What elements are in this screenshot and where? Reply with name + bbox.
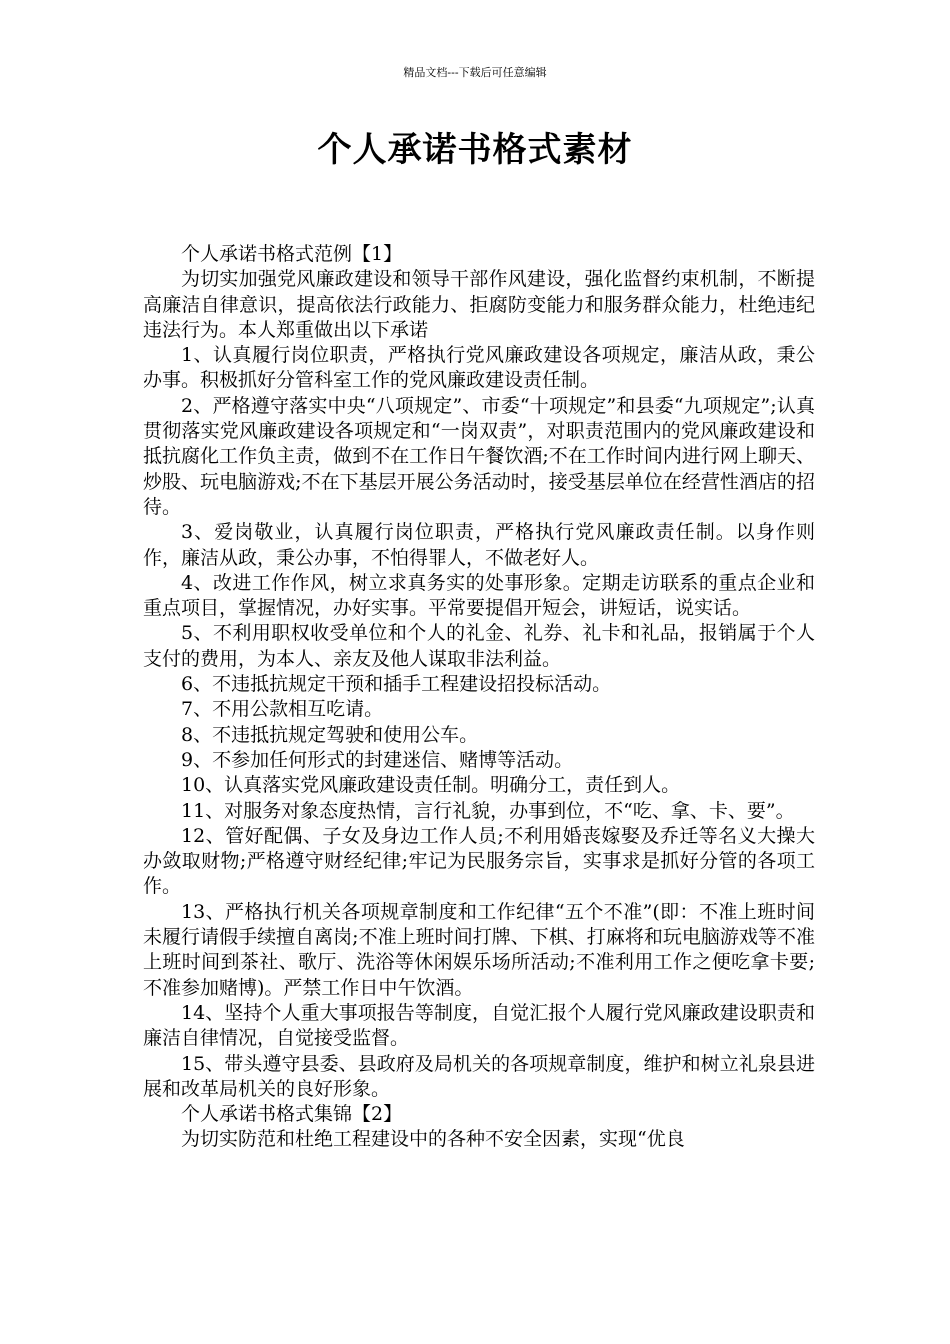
commitment-item-1: 1、认真履行岗位职责，严格执行党风廉政建设各项规定，廉洁从政，秉公办事。积极抓好分管科室工作的党风廉政建设责任制。 <box>143 344 815 392</box>
section-2-intro: 为切实防范和杜绝工程建设中的各种不安全因素，实现“优良 <box>181 1128 685 1151</box>
commitment-item-11: 11、对服务对象态度热情，言行礼貌，办事到位，不“吃、拿、卡、要”。 <box>181 799 795 822</box>
intro-paragraph: 为切实加强党风廉政建设和领导干部作风建设，强化监督约束机制，不断提高廉洁自律意识，提高依法行政能力、拒腐防变能力和服务群众能力，杜绝违纪违法行为。本人郑重做出以下承诺 <box>143 268 815 341</box>
commitment-item-2: 2、严格遵守落实中央“八项规定”、市委“十项规定”和县委“九项规定”;认真贯彻落实党风廉政建设各项规定和“一岗双责”，对职责范围内的党风廉政建设和抵抗腐化工作负主责，做到不在工作日午餐饮酒;不在工作时间内进行网上聊天、炒股、玩电脑游戏;不在下基层开展公务活动时，接受基层单位在经营性酒店的招待。 <box>143 394 815 518</box>
commitment-item-9: 9、不参加任何形式的封建迷信、赌博等活动。 <box>181 748 574 771</box>
commitment-item-7: 7、不用公款相互吃请。 <box>181 698 384 721</box>
commitment-item-8: 8、不违抵抗规定驾驶和使用公车。 <box>181 723 479 746</box>
commitment-item-4: 4、改进工作作风，树立求真务实的处事形象。定期走访联系的重点企业和重点项目，掌握情况，办好实事。平常要提倡开短会，讲短话，说实话。 <box>143 571 815 620</box>
commitment-item-13: 13、严格执行机关各项规章制度和工作纪律“五个不准”(即：不准上班时间未履行请假手续擅自离岗;不准上班时间打牌、下棋、打麻将和玩电脑游戏等不准上班时间到茶社、歌厅、洗浴等休闲娱乐场所活动;不准利用工作之便吃拿卡要;不准参加赌博)。严禁工作日中午饮酒。 <box>143 900 815 999</box>
section-heading-2: 个人承诺书格式集锦【2】 <box>181 1103 403 1126</box>
header-note: 精品文档---下载后可任意编辑 <box>403 66 547 79</box>
commitment-item-3: 3、爱岗敬业，认真履行岗位职责，严格执行党风廉政责任制。以身作则作，廉洁从政，秉公办事，不怕得罪人，不做老好人。 <box>143 521 815 569</box>
page-title: 个人承诺书格式素材 <box>317 130 633 170</box>
commitment-item-12: 12、管好配偶、子女及身边工作人员;不利用婚丧嫁娶及乔迁等名义大操大办敛取财物;严格遵守财经纪律;牢记为民服务宗旨，实事求是抓好分管的各项工作。 <box>143 824 815 898</box>
commitment-item-15: 15、带头遵守县委、县政府及局机关的各项规章制度，维护和树立礼泉县进展和改革局机关的良好形象。 <box>143 1052 815 1100</box>
commitment-item-14: 14、坚持个人重大事项报告等制度，自觉汇报个人履行党风廉政建设职责和廉洁自律情况，自觉接受监督。 <box>143 1001 815 1050</box>
section-heading-1: 个人承诺书格式范例【1】 <box>181 243 403 265</box>
commitment-item-6: 6、不违抵抗规定干预和插手工程建设招投标活动。 <box>181 673 612 696</box>
commitment-item-5: 5、不利用职权收受单位和个人的礼金、礼券、礼卡和礼品，报销属于个人支付的费用，为本人、亲友及他人谋取非法利益。 <box>143 622 815 670</box>
commitment-item-10: 10、认真落实党风廉政建设责任制。明确分工，责任到人。 <box>181 774 681 797</box>
document-body <box>143 242 815 1153</box>
